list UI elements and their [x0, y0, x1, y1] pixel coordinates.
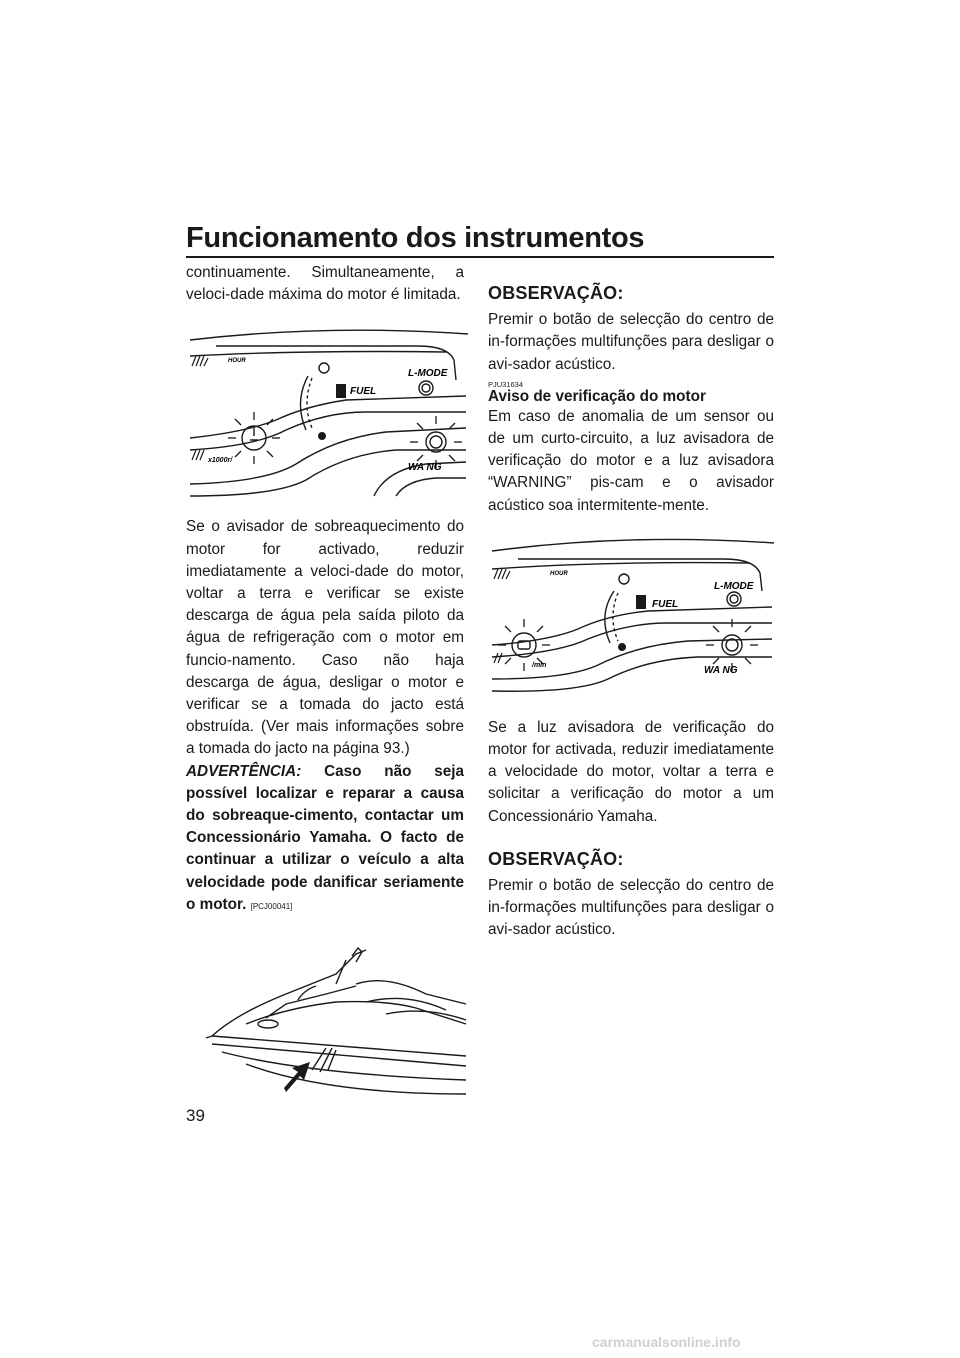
overheat-paragraph: Se o avisador de sobreaquecimento do motor for activado, reduzir imediatamente a veloci-dade do motor, voltar a terra e verificar se existe descarga de água pela saída piloto da água de refrigeração com o motor em funcio-namento. Caso não haja descarga de água, desligar o motor e verificar se a tomada do jacto está obstruída. (Ver mais informações sobre a tomada do jacto na página 93.) — [186, 518, 464, 758]
fuel-label-2: FUEL — [652, 598, 679, 610]
figure-engine-check-panel — [488, 529, 774, 705]
note1-text: Premir o botão de selecção do centro de in-formações multifunções para desligar o avi-sador acústico. — [488, 311, 774, 373]
section-title: Aviso de verificação do motor — [488, 387, 706, 405]
warning-block — [186, 761, 464, 918]
warning-label-2: WA NG — [704, 664, 738, 676]
warning-code: [PCJ00041] — [250, 901, 293, 911]
rpm-label: x1000r/ — [208, 457, 233, 465]
title-rule — [186, 256, 774, 258]
section-text: Em caso de anomalia de um sensor ou de um curto-circuito, a luz avisadora de verificação do motor e a luz avisadora “WARNING” pis-cam e o avisador acústico soa intermitente-mente. — [488, 407, 774, 514]
warning-label: WA NG — [408, 462, 442, 474]
hour-label-2: HOUR — [550, 570, 568, 577]
instrument-panel-illustration-2 — [488, 529, 774, 705]
warning-text: Caso não seja possível localizar e reparar a causa do sobreaque-cimento, contactar um Concessionário Yamaha. O facto de continuar a utilizar o veículo a alta velocidade pode danificar seriamente o motor. — [186, 762, 465, 913]
intro-paragraph: continuamente. Simultaneamente, a veloci-dade máxima do motor é limitada. — [186, 264, 464, 304]
watercraft-illustration — [186, 944, 468, 1096]
right-column — [488, 262, 774, 942]
left-column — [186, 262, 464, 1096]
after-figure-text: Se a luz avisadora de verificação do motor for activada, reduzir imediatamente a velocidade do motor, voltar a terra e solicitar a verificação do motor a um Concessionário Yamaha. — [488, 718, 774, 825]
figure-watercraft — [186, 944, 464, 1096]
warning-label-text: ADVERTÊNCIA: — [186, 762, 302, 780]
note1-heading: OBSERVAÇÃO: — [488, 283, 624, 303]
figure-overheat-panel — [186, 320, 464, 498]
note2-text: Premir o botão de selecção do centro de in-formações multifunções para desligar o avi-sador acústico. — [488, 877, 774, 939]
fuel-label: FUEL — [350, 386, 377, 398]
instrument-panel-illustration — [186, 320, 468, 498]
lmode-label: L-MODE — [408, 368, 448, 380]
hour-label: HOUR — [228, 358, 246, 365]
lmode-label-2: L-MODE — [714, 580, 754, 592]
footer-watermark: carmanualsonline.info — [592, 1334, 741, 1350]
page-title: Funcionamento dos instrumentos — [186, 222, 645, 254]
section-code: PJU31634 — [488, 379, 524, 389]
note2-heading: OBSERVAÇÃO: — [488, 848, 624, 869]
page-number: 39 — [186, 1106, 205, 1125]
rpm-label-2: /min — [532, 661, 547, 669]
